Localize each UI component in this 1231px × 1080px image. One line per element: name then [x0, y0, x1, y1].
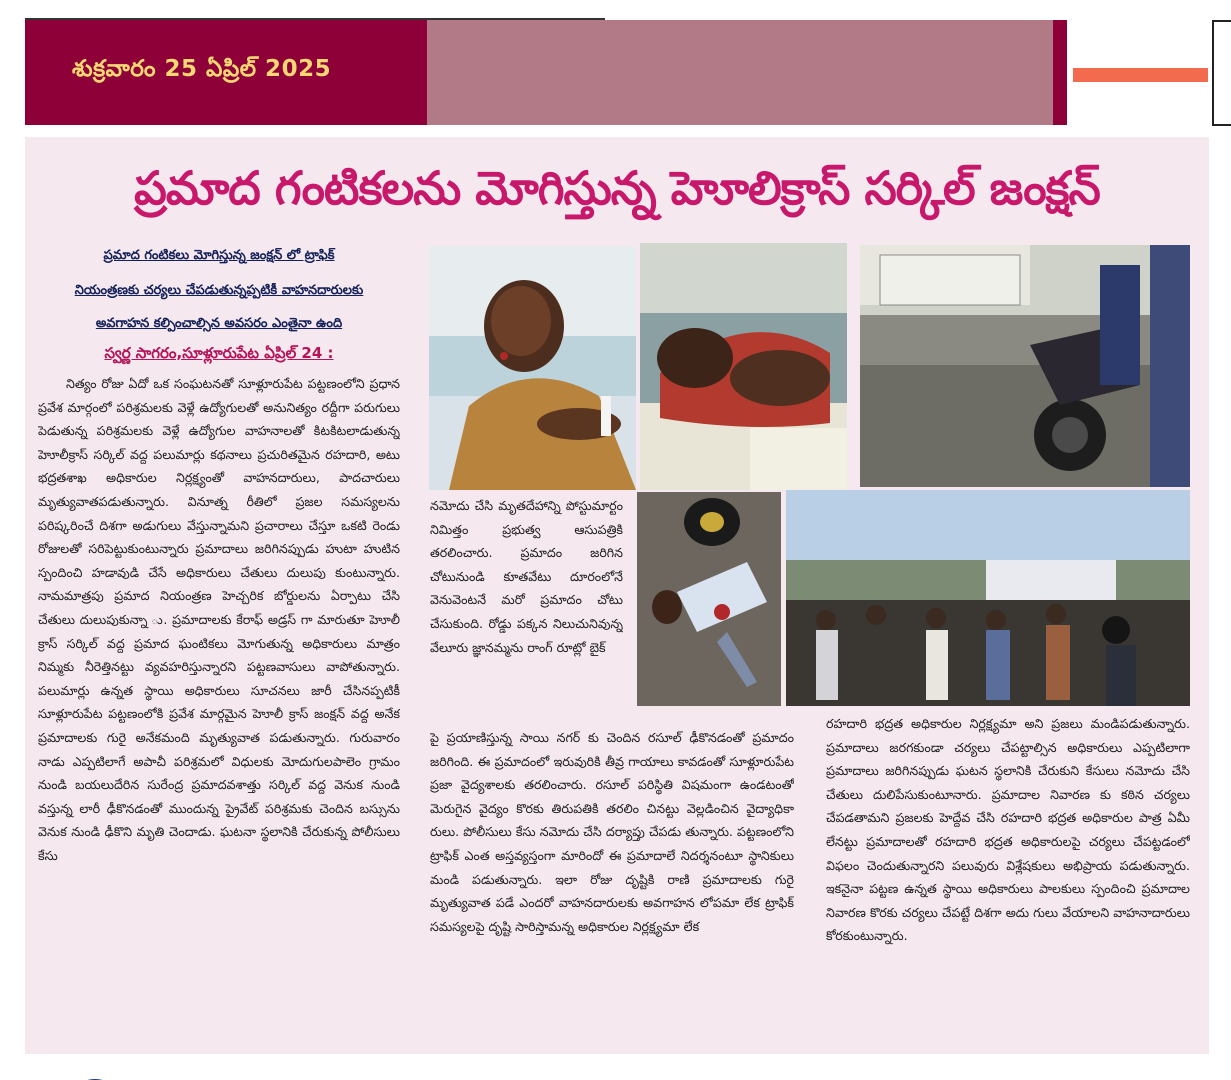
column-3-text: రహదారి భద్రత అధికారుల నిర్లక్ష్యమా అని ప్రజలు మండిపడుతున్నారు. ప్రమాదాలు జరగకుండా చర్యలు చేపట్టాల్సిన అధికారులు ఎప్పటిలాగా ప్రమాదాలు జరిగినప్పుడు ఘటన స్థలానికి చేరుకుని కేసులు నమోదు చేసి చేతులు దులిపేసుకుంటూనారు. ప్రమాదాల నివారణ కు కఠిన చర్యలు చేపడతామని ప్రజలకు హెద్దేవ చేసి రహదారి భద్రత అధికారుల పాత్ర ఏమీ లేనట్టు ప్రమాదాలతో రహదారి భద్రత అధికారులపై చర్యలు చేపట్టడంలో విఫలం చెందుతున్నారని పలువురు విశ్లేషకులు అభిప్రాయ పడుతున్నారు. ఇకనైనా పట్టణ ఉన్నత స్థాయి అధికారులు పాలకులు స్పందించి ప్రమాదాల నివారణ కొరకు చర్యలు చేపట్టే దిశగా అదు గులు వేయాలని వాహనాదారులు కోరకుంటున్నారు.: [826, 716, 1190, 944]
subheading-line-1: ప్రమాద గంటికలు మోగిస్తున్న జంక్షన్ లో ట్రాఫిక్: [103, 248, 335, 263]
article-column-3: [826, 712, 1190, 1044]
photo-image: [637, 492, 781, 706]
photo-image: [786, 490, 1190, 706]
injured-person-bed-photo: [640, 243, 847, 490]
article-dateline: స్వర్ణ సాగరం,సూళ్లూరుపేట ఏప్రిల్ 24 :: [104, 344, 334, 362]
next-page-fragment: [880, 1068, 1000, 1080]
column-2-upper-text: నమోదు చేసి మృతదేహాన్ని పోస్టుమార్టం నిమిత్తం ప్రభుత్వ ఆసుపత్రికి తరలించారు. ప్రమాదం జరిగిన చోటునుండి కూతవేటు దూరంలోనే వెనువెంటనే మరో ప్రమాదం చోటు చేసుకుంది. రోడ్డు పక్కన నిలుచునివున్న వేలూరు జ్ఞానమ్మను రాంగ్ రూట్లో బైక్: [430, 498, 623, 655]
subheading-line-3: అవగాహన కల్పించాల్సిన అవసరం ఎంతైనా ఉంది: [95, 316, 343, 331]
crowd-at-junction-photo: [786, 490, 1190, 706]
next-page-fragment: [75, 1068, 115, 1080]
header-end-strip: [1053, 20, 1067, 125]
motorcycle-accident-photo: [860, 245, 1190, 487]
column-2-lower-text: పై ప్రయాణిస్తున్న సాయి నగర్ కు చెందిన రసూల్ ఢీకొనడంతో ప్రమాదం జరిగింది. ఈ ప్రమాదంలో ఇరువురికి తీవ్ర గాయాలు కావడంతో సూళ్లూరుపేట ప్రజా వైద్యశాలకు తరలించారు. రసూల్ పరిస్థితి విషమంగా ఉండటంతో మెరుగైన వైద్యం కొరకు తిరుపతికి తరలిం చినట్టు వెల్లడించిన వైద్యాధికా రులు. పోలీసులు కేసు నమోదు చేసి దర్యాప్తు చేపడు తున్నారు. పట్టణంలోని ట్రాఫిక్ ఎంత అస్తవ్యస్తంగా మారిందో ఈ ప్రమాదాలే నిదర్శనంటూ స్థానికులు మండి పడుతున్నారు. ఇలా రోజు దృష్టికి రాణి ప్రమాదాలకు గురై మృత్యువాత పడే ఎందరో వాహనదారులకు అవగాహన లోపమా లేక ట్రాఫిక్ సమస్యలపై దృష్టి సారిస్తామన్న అధికారుల నిర్లక్ష్యమా లేక: [430, 730, 794, 934]
header-color-band: [427, 20, 1053, 125]
victim-on-road-photo: [637, 492, 781, 706]
column-1-text: నిత్యం రోజు ఏదో ఒక సంఘటనతో సూళ్లూరుపేట పట్టణంలోని ప్రధాన ప్రవేశ మార్గంలో పరిశ్రమలకు వెళ్లే ఉద్యోగులతో అనునిత్యం రద్దీగా పరుగులు పెడుతున్న పరిశ్రమలకు వెళ్లే ఉద్యోగుల వాహనాలతో కిటకిటలాడుతున్న హెూలీక్రాస్ సర్కిల్ వద్ద పలుమార్లు కథనాలు ప్రచురితమైన రహదారి, అటు భద్రతశాఖ అధికారుల నిర్లక్ష్యంతో వాహనదారులు, పాదచారులు మృత్యువాతపడుతున్నారు. వినూత్న రీతిలో ప్రజల సమస్యలను పరిష్కరించే దిశగా అడుగులు వేస్తున్నామని ప్రచారాలు చేస్తూ ఒకటి రెండు రోజులతో సరిపెట్టుకుంటున్నారు ప్రమాదాలు జరిగినప్పుడు హుటా హుటిన స్పందించి హడావుడి చేసే అధికారులు చేతులు దులుపు కుంటున్నారు. నామమాత్రపు ప్రమాద నియంత్రణ హెచ్చరిక బోర్డులను ఏర్పాటు చేసి చేతులు దులుపుకున్నా ు. ప్రమాదాలకు కేరాఫ్ అడ్రస్ గా మారుతూ హెూలీ క్రాస్ సర్కిల్ వద్ద ప్రమాద ఘంటికలు మోగుతున్న అధికారులు మాత్రం నిమ్మకు నీరెత్తినట్టు వ్యవహరిస్తున్నారని పట్టణవాసులు వాపోతున్నారు. పలుమార్లు ఉన్నత స్థాయి అధికారులు సూచనలు జారీ చేసినప్పటికీ సూళ్లూరుపేట పట్టణంలోకి ప్రవేశ మార్గమైన హెూలీ క్రాస్ జంక్షన్ వద్ద అనేక ప్రమాదాలకు గురై అనేకమంది మృత్యువాత పడుతున్నారు. గురువారం నాడు ఎప్పటిలాగే అపాచీ పరిశ్రమలో విధులకు మోదుగులపాలెం గ్రామం నుండి బయలుదేరిన సురేంద్ర ప్రమాదవశాత్తు సర్కిల్ వద్ద వెనుక నుండి వస్తున్న లారీ ఢీకొనడంతో ముందున్న ప్రైవేట్ పరిశ్రమకు చెందిన బస్సును వెనుక నుండి ఢీకొని మృతి చెందాడు. ఘటనా స్థలానికి చేరుకున్న పోలీసులు కేసు: [38, 376, 400, 863]
article-column-1: [38, 372, 400, 1044]
article-headline: ప్రమాద గంటికలను మోగిస్తున్న హెూలిక్రాస్ సర్కిల్ జంక్షన్: [134, 161, 1100, 215]
corner-frame: [1212, 20, 1231, 126]
article-column-2-upper: [430, 494, 623, 726]
article-column-2-lower: [430, 726, 794, 1044]
subheading-line-2: నియంత్రణకు చర్యలు చేపడుతున్నప్పటికీ వాహనదారులకు: [74, 283, 364, 298]
injured-man-hospital-photo: [429, 246, 636, 490]
orange-accent-bar: [1073, 68, 1208, 82]
photo-image: [860, 245, 1190, 487]
publication-date: శుక్రవారం 25 ఏప్రిల్ 2025: [72, 56, 332, 82]
photo-image: [429, 246, 636, 490]
photo-image: [640, 243, 847, 490]
